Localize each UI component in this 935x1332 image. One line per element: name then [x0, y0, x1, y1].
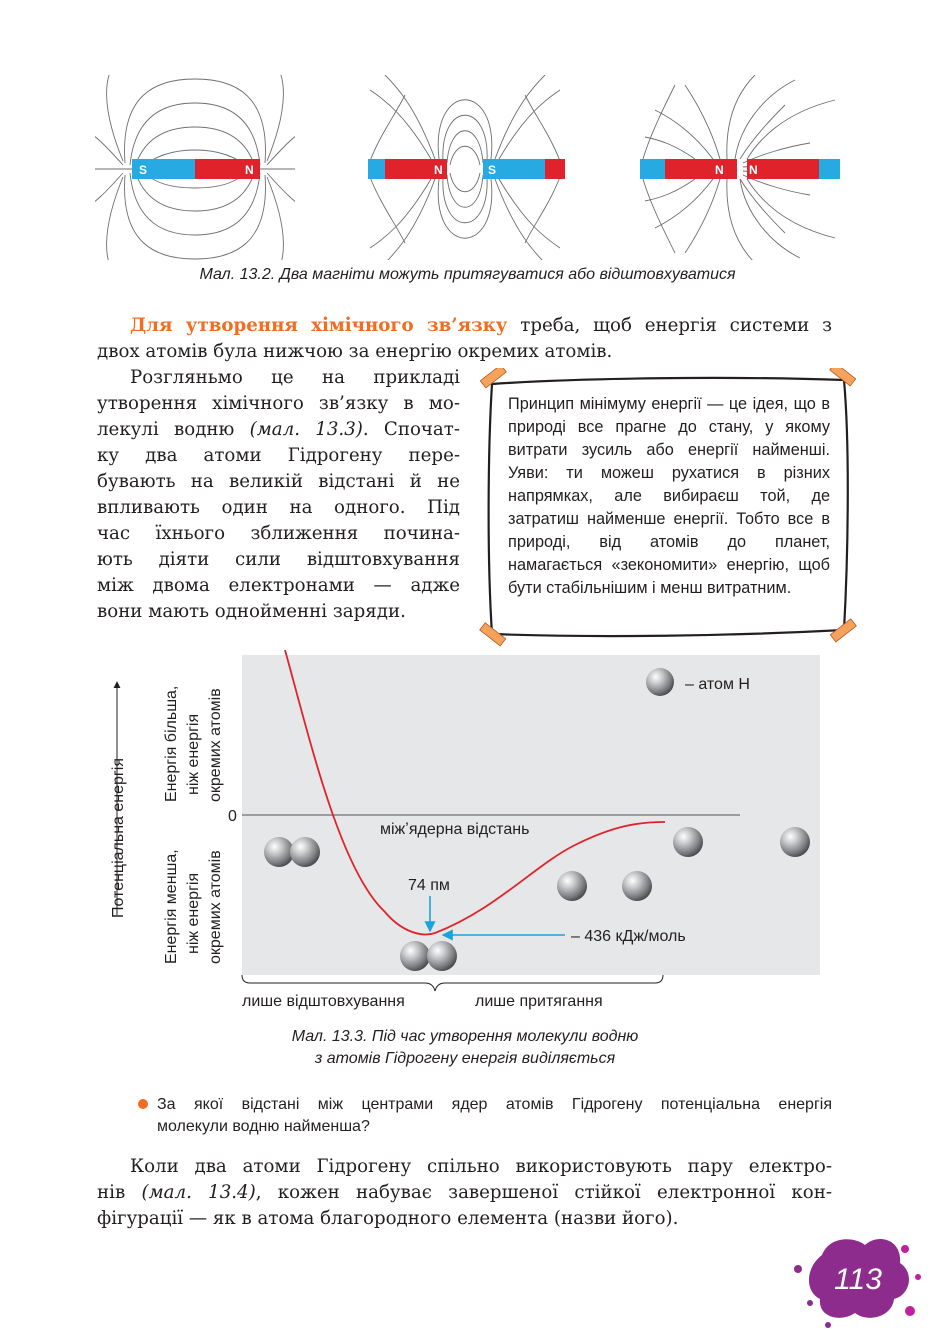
- p2-line: утворення хімічного зв’язку в мо-: [97, 393, 460, 414]
- question-bullet: [138, 1099, 148, 1109]
- page-number: 113: [834, 1263, 882, 1296]
- caption-line: Мал. 13.3. Під час утворення молекули водню: [291, 1028, 639, 1045]
- atom-approach-left: [557, 871, 587, 901]
- region-attraction-label: лише притягання: [475, 993, 603, 1010]
- paragraph-2: [97, 365, 460, 625]
- x-axis-label: міжʼядерна відстань: [380, 821, 530, 838]
- p3-line: фігурації — як в атома благородного елемента (назви його).: [97, 1208, 679, 1229]
- p2-line: вони мають однойменні заряди.: [97, 601, 406, 622]
- p2-line: ку два атоми Гідрогену пере-: [97, 445, 460, 466]
- svg-text:Енергія більша,: Енергія більша,: [163, 685, 180, 802]
- question-text: [157, 1094, 832, 1138]
- magnet-3b-north: [747, 159, 819, 179]
- figure-reference: (мал. 13.4): [141, 1182, 256, 1203]
- magnet-3a-north: [665, 159, 737, 179]
- p3-line: нів (мал. 13.4), кожен набуває завершеної стійкої електронної кон-: [97, 1182, 832, 1203]
- region-brace: [242, 975, 663, 991]
- y-axis-label: Потенціальна енергія: [110, 758, 127, 918]
- question-line: молекули водню найменша?: [157, 1118, 370, 1135]
- atom-overlap-right: [290, 837, 320, 867]
- zero-label: 0: [228, 808, 237, 825]
- magnet-2-s-label: S: [488, 163, 497, 177]
- atom-approach-right: [622, 871, 652, 901]
- min-distance-label: 74 пм: [408, 877, 450, 894]
- p2-line: час їхнього зближення почина-: [97, 523, 460, 544]
- legend-label: – атом Н: [685, 676, 750, 693]
- infobox-text: Принцип мінімуму енергії — це ідея, що в природі все прагне до стану, у якому витрати зусиль або енергії найменші. Уяви: ти можеш рухатися в різних напрямках, але вибираєш той, де затратиш найменше енергії. Тобто все в природі, від атомів до планет, намагається «зекономити» енергію, щоб бути стабільнішим і менш витратним.: [508, 395, 830, 597]
- atom-far-left: [673, 827, 703, 857]
- p2-line: впливають один на одного. Під: [97, 497, 460, 518]
- atom-molecule-left: [400, 941, 430, 971]
- figure-13-3-caption: [95, 1026, 835, 1070]
- svg-text:окремих атомів: окремих атомів: [207, 688, 224, 802]
- magnet-3-n1-label: N: [715, 163, 724, 177]
- page-number-badge: [780, 1225, 930, 1330]
- region-repulsion-label: лише відштовхування: [242, 993, 405, 1010]
- magnet-1-n-label: N: [245, 163, 254, 177]
- p3-line: Коли два атоми Гідрогену спільно використовують пару електро-: [130, 1156, 832, 1177]
- atom-far-right: [780, 827, 810, 857]
- paragraph-3: [97, 1154, 832, 1232]
- magnet-1-s-label: S: [139, 163, 148, 177]
- p1-line2: двох атомів була нижчою за енергію окремих атомів.: [97, 341, 613, 362]
- p2-line: лекулі водню (мал. 13.3). Спочат-: [97, 419, 460, 440]
- p2-line: Розгляньмо це на прикладі: [130, 367, 460, 388]
- svg-text:ніж енергія: ніж енергія: [185, 713, 202, 795]
- svg-text:окремих атомів: окремих атомів: [207, 850, 224, 964]
- atom-molecule-right: [427, 941, 457, 971]
- figure-reference: (мал. 13.3): [249, 419, 363, 440]
- p2-line: бувають на великій відстані й не: [97, 471, 460, 492]
- magnet-2-n-label: N: [434, 163, 443, 177]
- atom-overlap-left: [264, 837, 294, 867]
- svg-text:Енергія менша,: Енергія менша,: [163, 849, 180, 964]
- figure-13-3-energy-chart: [95, 650, 835, 1020]
- p1-line1: треба, щоб енергія системи з: [507, 315, 833, 336]
- upper-region-label: [163, 686, 224, 802]
- key-term: Для утворення хімічного зв’язку: [130, 315, 508, 336]
- lower-region-label: [163, 849, 224, 964]
- p2-line: між двома електронами — адже: [97, 575, 460, 596]
- p2-line: ють діяти сили відштовхування: [97, 549, 460, 570]
- paragraph-1: [97, 313, 832, 365]
- figure-13-2-magnets: [95, 75, 840, 260]
- magnet-3-n2-label: N: [749, 163, 758, 177]
- min-energy-label: – 436 кДж/моль: [571, 928, 686, 945]
- legend-atom-icon: [646, 668, 674, 696]
- caption-line: з атомів Гідрогену енергія виділяється: [314, 1050, 616, 1067]
- figure-13-2-caption: Мал. 13.2. Два магніти можуть притягуватися або відштовхуватися: [199, 266, 736, 283]
- svg-text:ніж енергія: ніж енергія: [185, 872, 202, 954]
- question-line: За якої відстані між центрами ядер атомів Гідрогену потенціальна енергія: [157, 1096, 832, 1113]
